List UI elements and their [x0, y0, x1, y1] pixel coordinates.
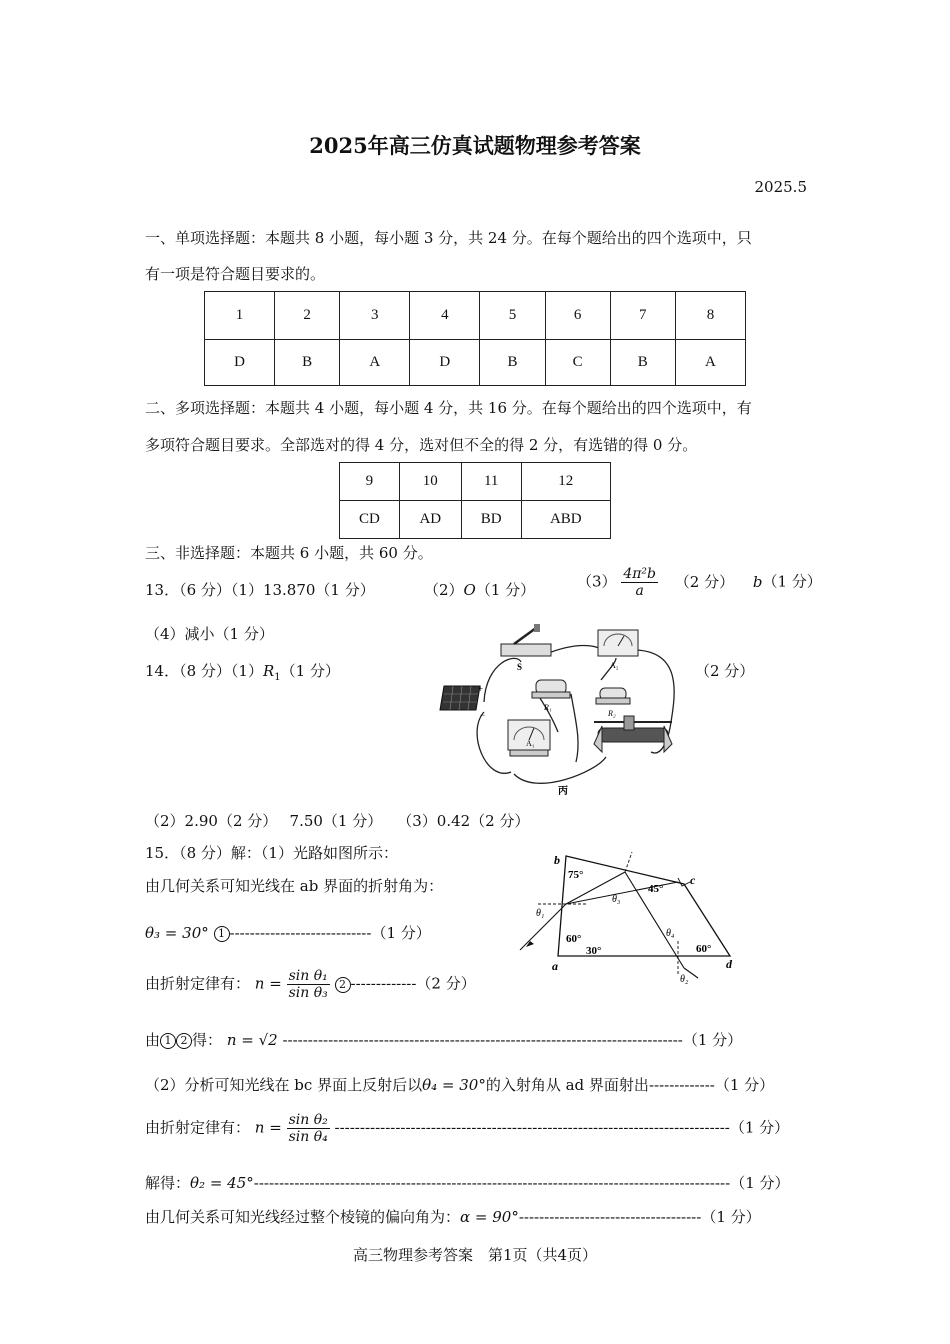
q14-score: （2 分）: [695, 662, 755, 680]
table-cell: 4: [410, 292, 480, 340]
section3-heading: 三、非选择题：本题共 6 小题，共 60 分。: [145, 544, 433, 562]
section2-heading-cont: 多项符合题目要求。全部选对的得 4 分，选对但不全的得 2 分，有选错的得 0 分。: [145, 436, 698, 454]
q13-part1: 13．（6 分）（1）13.870（1 分）: [145, 581, 375, 599]
q15-line5: 由 1 2 得： n = √2 -------------------------------------------------------------------------------（1 分）: [145, 1031, 743, 1049]
table-cell: D: [410, 340, 480, 386]
page-footer: 高三物理参考答案 第1页（共4页）: [352, 1246, 598, 1264]
single-choice-table: [204, 291, 746, 386]
table-cell: AD: [399, 501, 461, 539]
table-cell: 12: [521, 463, 610, 501]
table-cell: 3: [340, 292, 410, 340]
r2-label: R₂: [608, 709, 616, 718]
q14-part1: 14．（8 分）$(1)R_1(1$ 分）: [145, 662, 340, 683]
switch-label: S: [517, 662, 523, 672]
table-cell: C: [545, 340, 610, 386]
angle-45: 45°: [648, 883, 664, 895]
section2-heading: 二、多项选择题：本题共 4 小题，每小题 4 分，共 16 分。在每个题给出的四个选项中，有: [145, 399, 752, 417]
ammeter-a2: [598, 630, 638, 656]
plus-label: +: [478, 684, 484, 694]
section1-heading-cont: 有一项是符合题目要求的。: [145, 265, 326, 283]
circuit-diagram: [436, 622, 686, 802]
table-cell: 7: [610, 292, 675, 340]
vertex-c: c: [690, 873, 696, 887]
theta3-label: θ₃: [612, 894, 621, 905]
q15-line6: （2）分析可知光线在 bc 界面上反射后以θ₄ = 30°的入射角从 ad 界面射出-------------（1 分）: [145, 1076, 775, 1094]
vertex-a: a: [552, 959, 558, 973]
q15-line8: 解得：θ₂ = 45°----------------------------------------------------------------------------------------------（1 分）: [145, 1174, 790, 1192]
resistor-r2: [596, 688, 630, 704]
q15-line9: 由几何关系可知光线经过整个棱镜的偏向角为：α = 90°------------------------------------（1 分）: [145, 1208, 761, 1226]
theta1-label: θ₁: [536, 908, 545, 919]
theta2-label: θ₂: [680, 974, 689, 985]
ammeter-a1: [508, 720, 550, 756]
q13-part2: （2）O（1 分）: [424, 581, 536, 599]
a1-label: A₁: [526, 739, 535, 748]
angle-60-a: 60°: [566, 933, 582, 945]
rheostat: [594, 716, 672, 752]
minus-label: −: [480, 710, 486, 720]
theta4-label: θ₄: [666, 928, 675, 939]
table-cell: 11: [461, 463, 521, 501]
vertex-d: d: [726, 957, 732, 971]
table-cell: 6: [545, 292, 610, 340]
table-cell: B: [275, 340, 340, 386]
table-cell: B: [610, 340, 675, 386]
table-cell: 9: [340, 463, 400, 501]
q13-part3: （3） $\frac{\text{4π²b}}{a}$ （2 分） b（1 分）: [577, 566, 822, 599]
q15-line7: 由折射定律有： n = $\frac{\text{sin θ₂}}{\text{sin θ₄}}$ ------------------------------------------------------------------------------（1 分）: [145, 1112, 790, 1145]
vertex-b: b: [554, 853, 560, 867]
table-cell: 5: [480, 292, 545, 340]
angle-60-d: 60°: [696, 943, 712, 955]
figure-caption: 丙: [558, 786, 568, 797]
a2-label: A₂: [610, 661, 619, 670]
q15-line4: 由折射定律有： n = $\frac{\text{sin θ₁}}{\text{sin θ₃}}$ 2 -------------（2 分）: [145, 968, 476, 1001]
q13-part4: （4）减小（1 分）: [145, 625, 274, 643]
switch: [501, 624, 551, 656]
prism-outline: [558, 856, 730, 956]
q15-line2: 由几何关系可知光线在 ab 界面的折射角为：: [145, 877, 444, 895]
r1-label: R₁: [544, 703, 552, 712]
table-cell: BD: [461, 501, 521, 539]
table-cell: CD: [340, 501, 400, 539]
resistor-r1: [532, 680, 570, 698]
table-cell: 1: [205, 292, 275, 340]
q13-fraction: $\frac{\text{4π²b}}{a}$: [623, 566, 657, 599]
angle-75: 75°: [568, 869, 584, 881]
snell-fraction-2: $\frac{\text{sin θ₂}}{\text{sin θ₄}}$: [288, 1112, 328, 1145]
table-cell: A: [675, 340, 745, 386]
table-cell: 10: [399, 463, 461, 501]
table-cell: B: [480, 340, 545, 386]
table-cell: D: [205, 340, 275, 386]
q15-line3: θ₃ = 30° 1 ----------------------------（1 分）: [145, 924, 431, 942]
section1-heading: 一、单项选择题：本题共 8 小题，每小题 3 分，共 24 分。在每个题给出的四个选项中，只: [145, 229, 752, 247]
angle-30: 30°: [586, 945, 602, 957]
snell-fraction-1: $\frac{\text{sin θ₁}}{\text{sin θ₃}}$: [288, 968, 328, 1001]
table-cell: 2: [275, 292, 340, 340]
q14-part2: （2）2.90（2 分） 7.50（1 分） （3）0.42（2 分）: [145, 812, 530, 830]
multi-choice-table: [339, 462, 611, 539]
date: 2025.5: [754, 178, 807, 196]
page-title: 2025年高三仿真试题物理参考答案: [309, 133, 641, 158]
table-cell: ABD: [521, 501, 610, 539]
q15-line1: 15．（8 分）解：（1）光路如图所示：: [145, 844, 398, 862]
table-cell: 8: [675, 292, 745, 340]
prism-diagram: [508, 846, 748, 986]
table-cell: A: [340, 340, 410, 386]
solar-panel: [440, 686, 480, 710]
